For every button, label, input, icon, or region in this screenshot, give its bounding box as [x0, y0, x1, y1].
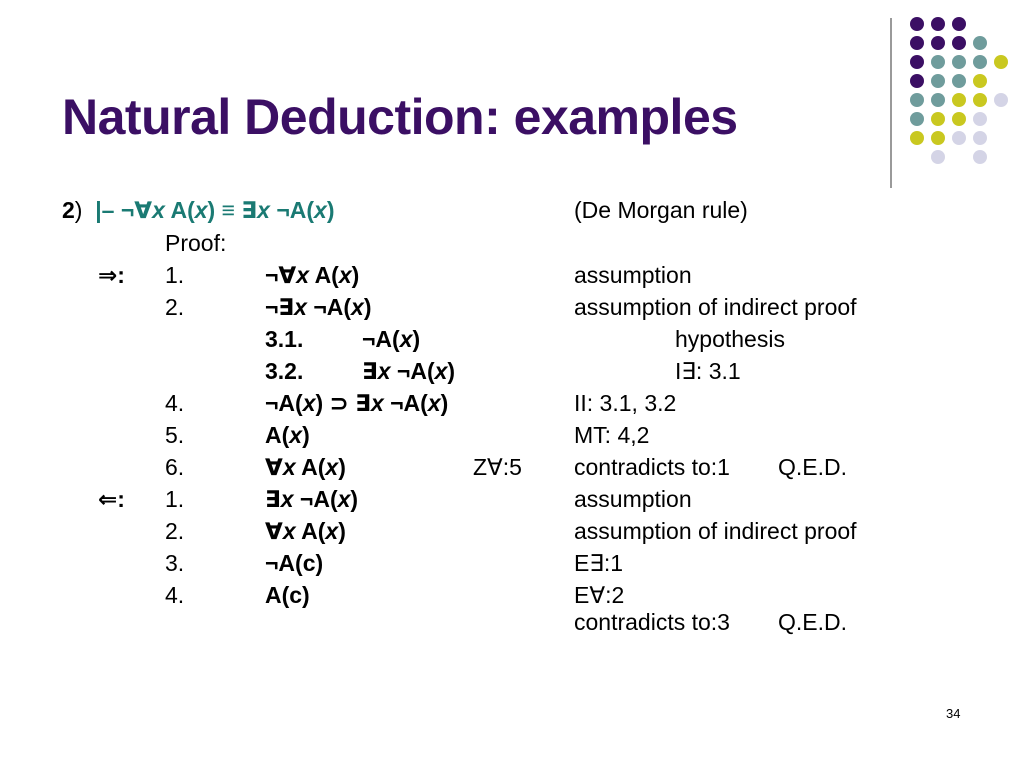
theorem-number: 2 [62, 197, 75, 223]
step-formula [265, 486, 358, 512]
step-formula [362, 358, 455, 384]
paren-close: ) [207, 197, 216, 223]
var-x: x [399, 326, 413, 352]
step-justification: hypothesis [675, 326, 785, 352]
formula-part: ) ⊃ ∃ [315, 390, 371, 416]
step-number: 4. [165, 390, 185, 416]
var-x: x [370, 390, 384, 416]
step-number: 3.2. [265, 358, 304, 384]
step-justification: MT: 4,2 [574, 422, 650, 448]
formula-part: ∀ [265, 454, 283, 480]
step-justification: contradicts to:1 [574, 454, 730, 480]
formula-part: ) [447, 358, 456, 384]
formula-part: ¬∃ [265, 294, 295, 320]
formula-part: ) [412, 326, 421, 352]
dot [973, 74, 987, 88]
step-formula [265, 390, 448, 416]
formula-part: ) [338, 454, 346, 480]
dot [931, 36, 945, 50]
var-x: x [325, 454, 339, 480]
dot [952, 17, 966, 31]
formula-part: ¬A( [390, 358, 435, 384]
formula-part: ¬∀ [265, 262, 297, 288]
dot [952, 74, 966, 88]
formula-part: ∃ [265, 486, 281, 512]
dot [952, 112, 966, 126]
formula-part: ∃ [362, 358, 378, 384]
proof-label: Proof: [165, 230, 227, 256]
formula-part: A( [295, 518, 326, 544]
var-x: x [434, 358, 448, 384]
dot [910, 93, 924, 107]
formula-part: ∀ [265, 518, 283, 544]
step-formula [265, 294, 372, 320]
var-x: x [289, 422, 303, 448]
paren-close: ) [326, 197, 335, 223]
step-number: 6. [165, 454, 185, 480]
formula-part: A( [309, 262, 339, 288]
var-x: x [377, 358, 391, 384]
slide-title: Natural Deduction: examples [62, 89, 738, 145]
theorem-paren: ) [74, 197, 83, 223]
turnstile-symbol: |– [95, 197, 115, 223]
theorem-justification: (De Morgan rule) [574, 197, 748, 223]
step-formula [265, 518, 346, 544]
step-number: 1. [165, 262, 185, 288]
step-formula [265, 422, 310, 448]
dot [973, 93, 987, 107]
var-x: x [152, 197, 165, 223]
formula-part: ¬A( [383, 390, 428, 416]
step-number: 2. [165, 294, 185, 320]
var-x: x [325, 518, 339, 544]
var-x: x [314, 197, 327, 223]
var-x: x [302, 390, 316, 416]
formula-part: ) [302, 422, 310, 448]
dot [973, 112, 987, 126]
step-number: 4. [165, 582, 185, 608]
step-justification: E∃:1 [574, 550, 624, 576]
dot [931, 55, 945, 69]
theorem-formula [95, 197, 334, 223]
dot [973, 36, 987, 50]
dot [910, 55, 924, 69]
dot [931, 131, 945, 145]
formula-part: ) [350, 486, 359, 512]
page-number: 34 [946, 706, 961, 721]
step-rule: Z∀:5 [473, 454, 522, 480]
dot [952, 55, 966, 69]
formula-part: ) [351, 262, 360, 288]
var-x: x [280, 486, 294, 512]
predicate-a: A( [170, 197, 195, 223]
formula-part: ¬A( [306, 294, 352, 320]
dot [952, 131, 966, 145]
dot [931, 17, 945, 31]
dot [952, 93, 966, 107]
step-number: 3.1. [265, 326, 304, 352]
dot [910, 74, 924, 88]
theorem-statement [62, 197, 334, 223]
title-divider [890, 18, 892, 188]
step-formula [265, 262, 359, 288]
step-formula [265, 454, 346, 480]
var-x: x [194, 197, 208, 223]
dot [973, 131, 987, 145]
qed-mark: Q.E.D. [778, 609, 848, 635]
step-justification: II: 3.1, 3.2 [574, 390, 677, 416]
step-justification: assumption of indirect proof [574, 294, 857, 320]
formula-part: ) [440, 390, 449, 416]
dot [910, 131, 924, 145]
var-x: x [294, 294, 307, 320]
var-x: x [282, 518, 296, 544]
var-x: x [282, 454, 296, 480]
var-x: x [351, 294, 364, 320]
step-justification-secondary: contradicts to:3 [574, 609, 730, 635]
step-justification: assumption [574, 486, 692, 512]
exists-symbol: ∃ [241, 197, 258, 223]
dot [910, 17, 924, 31]
dot [931, 150, 945, 164]
neg-predicate-a: ¬A( [276, 197, 315, 223]
step-formula: A(c) [265, 582, 310, 608]
var-x: x [257, 197, 270, 223]
dot [910, 112, 924, 126]
dot [994, 93, 1008, 107]
dot [994, 55, 1008, 69]
var-x: x [427, 390, 441, 416]
var-x: x [337, 486, 351, 512]
dot [910, 36, 924, 50]
step-formula [362, 326, 420, 352]
formula-part: ) [338, 518, 346, 544]
dot [952, 36, 966, 50]
formula-part: ¬A( [362, 326, 400, 352]
step-justification: I∃: 3.1 [675, 358, 741, 384]
formula-part: A( [265, 422, 290, 448]
var-x: x [338, 262, 352, 288]
step-formula: ¬A(c) [265, 550, 324, 576]
dot [931, 112, 945, 126]
step-number: 5. [165, 422, 185, 448]
direction-backward-label: ⇐: [98, 486, 125, 512]
step-justification: assumption of indirect proof [574, 518, 857, 544]
neg-forall-symbol: ¬∀ [120, 197, 153, 223]
step-number: 2. [165, 518, 185, 544]
formula-part: ) [363, 294, 372, 320]
formula-part: ¬A( [265, 390, 303, 416]
dot [931, 74, 945, 88]
formula-part: ¬A( [293, 486, 338, 512]
formula-part: A( [295, 454, 326, 480]
step-number: 3. [165, 550, 185, 576]
equiv-symbol: ≡ [221, 197, 236, 223]
step-justification: assumption [574, 262, 692, 288]
step-number: 1. [165, 486, 185, 512]
direction-forward-label: ⇒: [98, 262, 125, 288]
var-x: x [296, 262, 310, 288]
dot [973, 55, 987, 69]
qed-mark: Q.E.D. [778, 454, 848, 480]
step-justification: E∀:2 [574, 582, 625, 608]
dot [973, 150, 987, 164]
dot [931, 93, 945, 107]
